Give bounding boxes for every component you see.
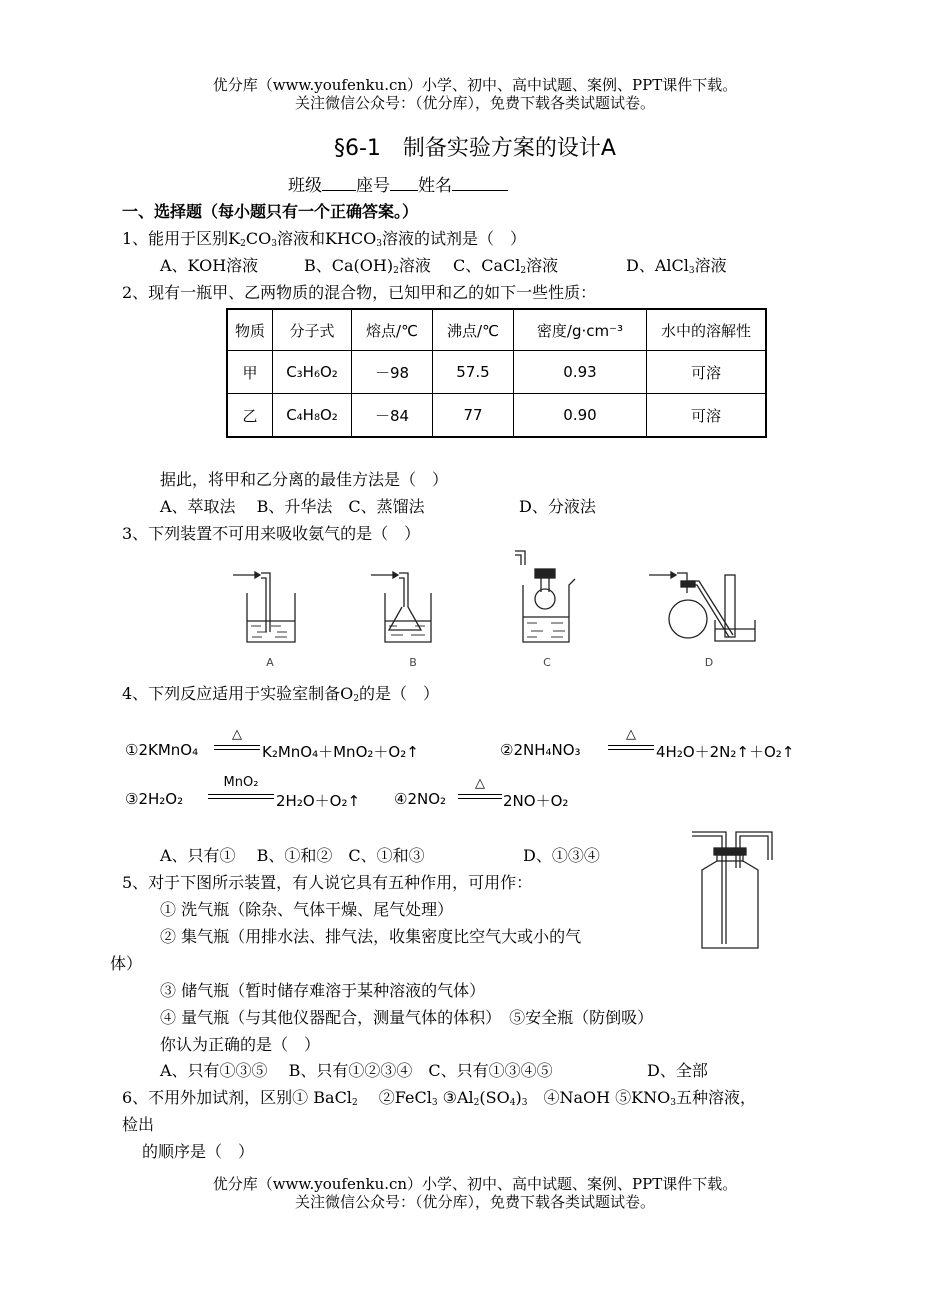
q1-option-c: C、CaCl$_2$溶液 <box>453 256 559 276</box>
equation-1-condition: △ <box>232 727 242 742</box>
figure-label-a: A <box>266 656 274 669</box>
table-header: 密度/g·cm⁻³ <box>514 309 647 351</box>
header-line-2: 关注微信公众号：（优分库），免费下载各类试题试卷。 <box>294 94 655 112</box>
question-4-stem: 4、下列反应适用于实验室制备$O_2$的是（ ） <box>122 684 440 704</box>
q5-option-d: D、全部 <box>647 1061 708 1080</box>
equation-1-right: K₂MnO₄＋MnO₂＋O₂↑ <box>262 743 419 761</box>
equation-3-condition: MnO₂ <box>223 775 259 790</box>
q5-use-2: ② 集气瓶（用排水法、排气法，收集密度比空气大或小的气 <box>160 927 582 946</box>
apparatus-figure <box>225 545 765 670</box>
class-label: 班级 <box>288 176 322 196</box>
question-6-stem: 6、不用外加试剂，区别① BaCl$_2$ ②FeCl$_3$ $③Al_2(SO_4)_3$ ④NaOH $⑤KNO_3$五种溶液， <box>122 1088 756 1108</box>
page-title: §6-1 制备实验方案的设计A <box>334 136 616 161</box>
equation-2-left: ②2NH₄NO₃ <box>500 741 581 759</box>
q4-options: A、只有① B、①和② C、①和③ <box>160 846 425 865</box>
question-3-stem: 3、下列装置不可用来吸收氨气的是（ ） <box>122 524 421 543</box>
figure-label-c: C <box>543 656 551 669</box>
gas-washing-bottle-figure <box>690 826 780 950</box>
seat-blank[interactable] <box>390 176 418 191</box>
equation-1-left: ①2KMnO₄ <box>125 741 199 759</box>
table-row: 乙 C₄H₈O₂ －84 77 0.90 可溶 <box>227 394 766 438</box>
q5-ask: 你认为正确的是（ ） <box>160 1035 321 1054</box>
question-2-follow: 据此，将甲和乙分离的最佳方法是（ ） <box>160 470 449 489</box>
q1-option-b: B、$Ca(OH)_2$溶液 <box>304 256 431 276</box>
section-heading: 一、选择题（每小题只有一个正确答案。） <box>122 202 419 221</box>
table-row: 甲 C₃H₆O₂ －98 57.5 0.93 可溶 <box>227 351 766 394</box>
footer-line-1: 优分库（www.youfenku.cn）小学、初中、高中试题、案例、PPT课件下载。 <box>212 1175 738 1193</box>
figure-label-d: D <box>704 656 714 669</box>
equation-4-double-line <box>458 794 502 799</box>
question-6-line-2: 检出 <box>122 1115 155 1134</box>
table-header: 沸点/℃ <box>433 309 514 351</box>
table-header: 熔点/℃ <box>352 309 433 351</box>
equation-3-left: ③2H₂O₂ <box>125 790 184 808</box>
table-header: 水中的溶解性 <box>647 309 767 351</box>
table-header: 物质 <box>227 309 273 351</box>
q1-option-a: A、KOH溶液 <box>160 256 259 275</box>
equation-4-left: ④2NO₂ <box>394 790 447 808</box>
properties-table <box>226 308 767 438</box>
q5-use-4: ④ 量气瓶（与其他仪器配合，测量气体的体积） ⑤安全瓶（防倒吸） <box>160 1008 654 1027</box>
table-header: 分子式 <box>273 309 352 351</box>
student-info <box>288 176 508 196</box>
q4-option-d: D、①③④ <box>523 846 600 865</box>
q5-use-2-cont: 体） <box>110 954 143 973</box>
seat-label: 座号 <box>356 176 390 196</box>
question-2-stem: 2、现有一瓶甲、乙两物质的混合物，已知甲和乙的如下一些性质： <box>122 283 597 302</box>
q2-option-d: D、分液法 <box>519 497 596 516</box>
name-label: 姓名 <box>418 176 452 196</box>
equation-2-condition: △ <box>626 727 636 742</box>
equation-4-condition: △ <box>475 776 485 791</box>
q5-options: A、只有①③⑤ B、只有①②③④ C、只有①③④⑤ <box>160 1061 553 1080</box>
header-line-1: 优分库（www.youfenku.cn）小学、初中、高中试题、案例、PPT课件下载。 <box>212 76 738 94</box>
figure-label-b: B <box>409 656 417 669</box>
equation-2-right: 4H₂O＋2N₂↑＋O₂↑ <box>656 743 795 761</box>
q5-use-3: ③ 储气瓶（暂时储存难溶于某种溶液的气体） <box>160 981 486 1000</box>
equation-2-double-line <box>608 745 654 750</box>
footer-line-2: 关注微信公众号：（优分库），免费下载各类试题试卷。 <box>294 1193 655 1211</box>
equation-3-right: 2H₂O＋O₂↑ <box>276 792 361 810</box>
question-6-line-3: 的顺序是（ ） <box>142 1142 255 1161</box>
question-5-stem: 5、对于下图所示装置，有人说它具有五种作用，可用作： <box>122 873 533 892</box>
q1-option-d: D、AlCl$_3$溶液 <box>626 256 727 276</box>
equation-1-double-line <box>214 745 260 750</box>
equation-3-double-line <box>208 794 274 799</box>
q5-use-1: ① 洗气瓶（除杂、气体干燥、尾气处理） <box>160 900 454 919</box>
question-1-stem: 1、能用于区别$K_2CO_3$溶液和$KHCO_3$溶液的试剂是（ ） <box>122 229 526 249</box>
name-blank[interactable] <box>452 176 508 191</box>
class-blank[interactable] <box>322 176 356 191</box>
equation-4-right: 2NO＋O₂ <box>503 792 569 810</box>
q2-options: A、萃取法 B、升华法 C、蒸馏法 <box>160 497 425 516</box>
